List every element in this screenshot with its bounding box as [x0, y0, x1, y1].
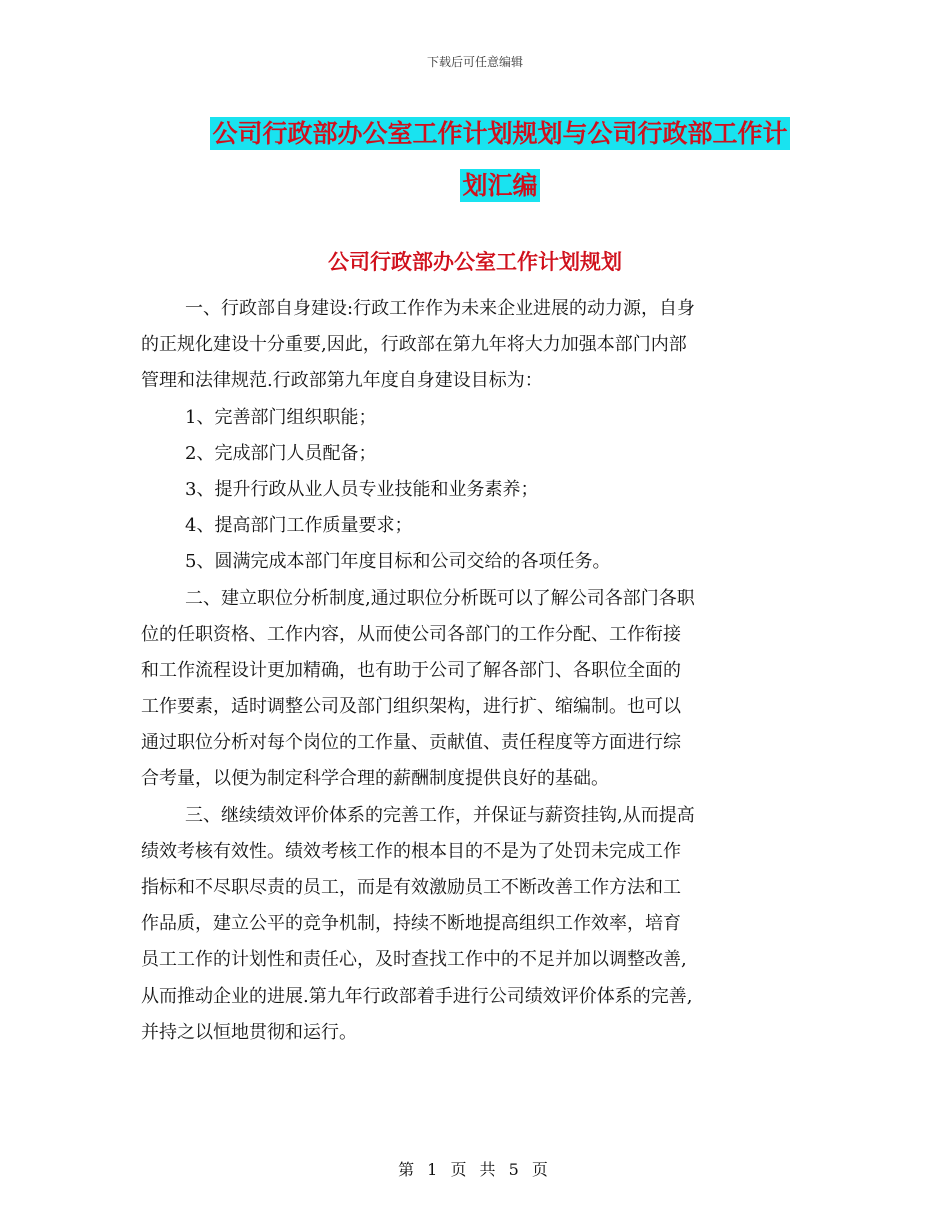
list-item: 1、完善部门组织职能； [185, 406, 377, 428]
paragraph-line: 通过职位分析对每个岗位的工作量、贡献值、责任程度等方面进行综 [141, 732, 681, 754]
paragraph-line: 指标和不尽职尽责的员工，而是有效激励员工不断改善工作方法和工 [141, 877, 681, 898]
list-item: 3、提升行政从业人员专业技能和业务素养； [185, 478, 539, 500]
body-text [141, 291, 813, 1051]
header-note: 下载后可任意编辑 [426, 55, 523, 69]
paragraph-line: 工作要素，适时调整公司及部门组织架构，进行扩、缩编制。也可以 [141, 696, 681, 718]
paragraph-line: 二、建立职位分析制度,通过职位分析既可以了解公司各部门各职 [185, 587, 695, 609]
paragraph-line: 员工工作的计划性和责任心，及时查找工作中的不足并加以调整改善, [141, 949, 687, 971]
paragraph-line: 从而推动企业的进展.第九年行政部着手进行公司绩效评价体系的完善, [141, 985, 693, 1007]
paragraph-line: 的正规化建设十分重要,因此，行政部在第九年将大力加强本部门内部 [141, 334, 687, 356]
paragraph-line: 和工作流程设计更加精确，也有助于公司了解各部门、各职位全面的 [141, 659, 681, 681]
section-title: 公司行政部办公室工作计划规划 [328, 250, 622, 274]
list-item: 2、完成部门人员配备； [185, 442, 377, 464]
paragraph-line: 绩效考核有效性。绩效考核工作的根本目的不是为了处罚未完成工作 [141, 840, 681, 862]
list-item: 4、提高部门工作质量要求； [185, 515, 413, 537]
paragraph-line: 并持之以恒地贯彻和运行。 [141, 1021, 357, 1043]
title-line-1: 公司行政部办公室工作计划规划与公司行政部工作计 [212, 119, 788, 148]
paragraph-line: 管理和法律规范.行政部第九年度自身建设目标为： [141, 370, 543, 392]
paragraph-line: 三、继续绩效评价体系的完善工作，并保证与薪资挂钩,从而提高 [185, 804, 695, 826]
document-title [190, 108, 810, 212]
title-line-2: 划汇编 [462, 171, 538, 200]
paragraph-line: 合考量，以便为制定科学合理的薪酬制度提供良好的基础。 [141, 768, 609, 790]
paragraph-line: 一、行政部自身建设:行政工作作为未来企业进展的动力源，自身 [185, 298, 696, 319]
list-item: 5、圆满完成本部门年度目标和公司交给的各项任务。 [185, 551, 611, 573]
page-footer: 第 1 页 共 5 页 [398, 1160, 552, 1179]
paragraph-line: 作品质，建立公平的竞争机制，持续不断地提高组织工作效率，培育 [141, 913, 681, 935]
paragraph-line: 位的任职资格、工作内容，从而使公司各部门的工作分配、工作衔接 [141, 623, 681, 645]
